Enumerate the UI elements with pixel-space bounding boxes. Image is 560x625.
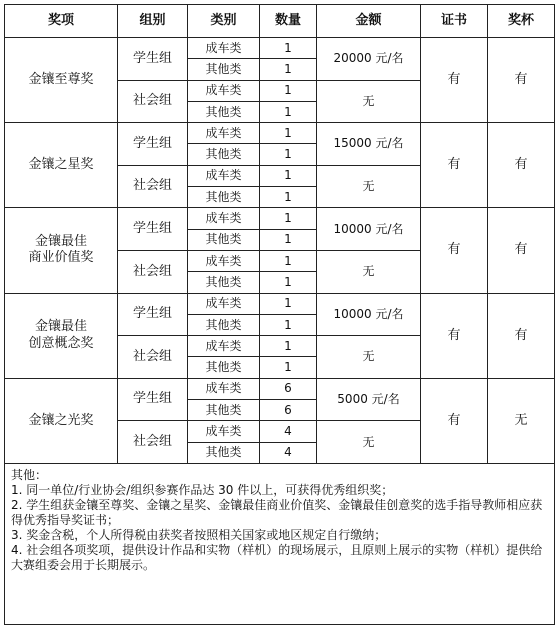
category-cell: 成车类 (188, 421, 260, 442)
quantity-cell: 1 (260, 272, 317, 293)
amount-cell: 10000 元/名 (317, 208, 421, 251)
header-row (5, 5, 555, 38)
header-group: 组别 (118, 5, 188, 38)
certificate-cell: 有 (421, 123, 488, 208)
quantity-cell: 1 (260, 144, 317, 165)
award-name: 金镶至尊奖 (28, 71, 94, 87)
header-category: 类别 (188, 5, 260, 38)
notes-cell (5, 463, 555, 624)
category-cell: 成车类 (188, 250, 260, 271)
category-cell: 成车类 (188, 38, 260, 59)
category-cell: 其他类 (188, 314, 260, 335)
category-cell: 其他类 (188, 187, 260, 208)
group-cell: 学生组 (118, 38, 188, 81)
quantity-cell: 4 (260, 421, 317, 442)
group-cell: 社会组 (118, 336, 188, 379)
category-cell: 其他类 (188, 442, 260, 463)
certificate-cell: 有 (421, 378, 488, 463)
category-cell: 成车类 (188, 293, 260, 314)
category-cell: 成车类 (188, 208, 260, 229)
category-cell: 成车类 (188, 378, 260, 399)
quantity-cell: 1 (260, 250, 317, 271)
group-cell: 学生组 (118, 378, 188, 421)
amount-cell: 无 (317, 80, 421, 123)
group-cell: 学生组 (118, 123, 188, 166)
trophy-cell: 有 (488, 123, 555, 208)
category-cell: 其他类 (188, 101, 260, 122)
award-name-cell (5, 378, 118, 463)
certificate-cell: 有 (421, 293, 488, 378)
quantity-cell: 1 (260, 59, 317, 80)
quantity-cell: 1 (260, 357, 317, 378)
quantity-cell: 1 (260, 229, 317, 250)
quantity-cell: 1 (260, 314, 317, 335)
category-cell: 成车类 (188, 80, 260, 101)
header-trophy: 奖杯 (488, 5, 555, 38)
header-certificate: 证书 (421, 5, 488, 38)
quantity-cell: 1 (260, 293, 317, 314)
amount-cell: 10000 元/名 (317, 293, 421, 336)
quantity-cell: 1 (260, 187, 317, 208)
category-cell: 其他类 (188, 59, 260, 80)
awards-table (4, 4, 555, 625)
notes-row (5, 463, 555, 624)
header-amount: 金额 (317, 5, 421, 38)
amount-cell: 无 (317, 336, 421, 379)
trophy-cell: 有 (488, 293, 555, 378)
quantity-cell: 4 (260, 442, 317, 463)
amount-cell: 15000 元/名 (317, 123, 421, 166)
category-cell: 成车类 (188, 123, 260, 144)
award-name-cell (5, 38, 118, 123)
quantity-cell: 6 (260, 400, 317, 421)
certificate-cell: 有 (421, 208, 488, 293)
award-name: 金镶最佳 (34, 234, 87, 250)
award-name: 金镶之星奖 (28, 157, 94, 173)
award-name: 创意概念奖 (28, 335, 94, 351)
quantity-cell: 1 (260, 123, 317, 144)
awards-body (5, 38, 555, 464)
table-row (5, 208, 555, 229)
group-cell: 学生组 (118, 293, 188, 336)
table-row (5, 293, 555, 314)
quantity-cell: 1 (260, 208, 317, 229)
award-name-cell (5, 208, 118, 293)
table-row (5, 123, 555, 144)
amount-cell: 5000 元/名 (317, 378, 421, 421)
trophy-cell: 有 (488, 208, 555, 293)
notes-item: 3. 奖金含税，个人所得税由获奖者按照相关国家或地区规定自行缴纳； (11, 527, 387, 542)
header-award: 奖项 (5, 5, 118, 38)
quantity-cell: 1 (260, 101, 317, 122)
category-cell: 其他类 (188, 400, 260, 421)
award-name-cell (5, 293, 118, 378)
header-quantity: 数量 (260, 5, 317, 38)
category-cell: 成车类 (188, 165, 260, 186)
category-cell: 其他类 (188, 272, 260, 293)
category-cell: 其他类 (188, 229, 260, 250)
award-name: 商业价值奖 (28, 250, 94, 266)
quantity-cell: 1 (260, 336, 317, 357)
quantity-cell: 1 (260, 38, 317, 59)
quantity-cell: 6 (260, 378, 317, 399)
amount-cell: 无 (317, 250, 421, 293)
award-name-cell (5, 123, 118, 208)
notes-item: 4. 社会组各项奖项，提供设计作品和实物（样机）的现场展示，且原则上展示的实物（样机）提供给大赛组委会用于长期展示。 (11, 542, 543, 572)
amount-cell: 无 (317, 165, 421, 208)
trophy-cell: 有 (488, 38, 555, 123)
category-cell: 成车类 (188, 336, 260, 357)
notes-title: 其他： (11, 467, 48, 482)
amount-cell: 无 (317, 421, 421, 464)
table-row (5, 38, 555, 59)
quantity-cell: 1 (260, 165, 317, 186)
category-cell: 其他类 (188, 357, 260, 378)
group-cell: 社会组 (118, 165, 188, 208)
notes-item: 2. 学生组获金镶至尊奖、金镶之星奖、金镶最佳商业价值奖、金镶最佳创意奖的选手指导教师相应获得优秀指导奖证书； (11, 497, 543, 527)
quantity-cell: 1 (260, 80, 317, 101)
amount-cell: 20000 元/名 (317, 38, 421, 81)
notes-item: 1. 同一单位/行业协会/组织参赛作品达 30 件以上，可获得优秀组织奖； (11, 482, 394, 497)
table-row (5, 378, 555, 399)
award-name: 金镶之光奖 (28, 412, 94, 428)
category-cell: 其他类 (188, 144, 260, 165)
group-cell: 社会组 (118, 80, 188, 123)
group-cell: 学生组 (118, 208, 188, 251)
group-cell: 社会组 (118, 250, 188, 293)
trophy-cell: 无 (488, 378, 555, 463)
group-cell: 社会组 (118, 421, 188, 464)
certificate-cell: 有 (421, 38, 488, 123)
award-name: 金镶最佳 (34, 319, 87, 335)
